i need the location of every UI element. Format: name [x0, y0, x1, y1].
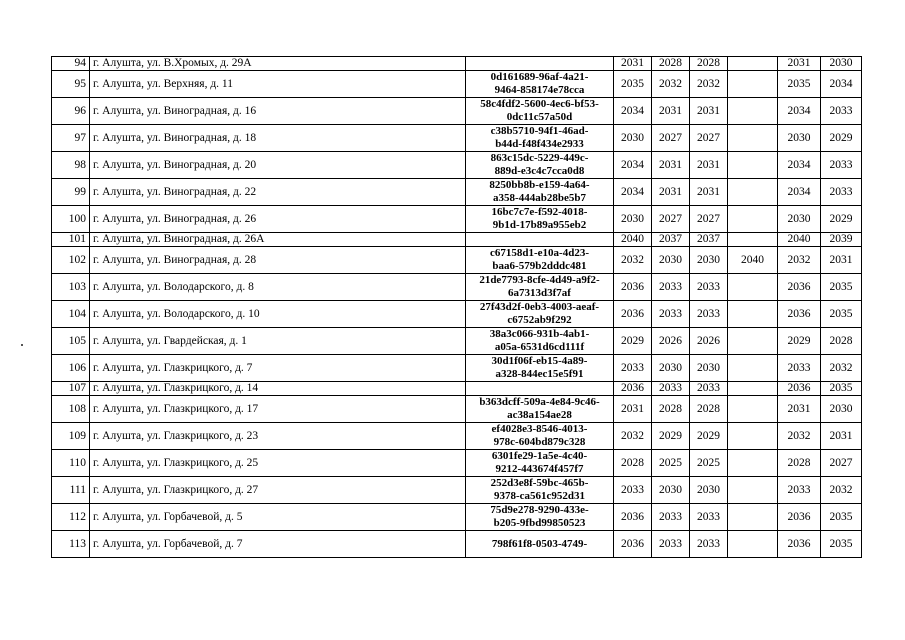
table-row: [52, 206, 862, 233]
address-cell: г. Алушта, ул. Гвардейская, д. 1: [90, 328, 466, 355]
year-cell-5: 2032: [778, 247, 821, 274]
year-cell-2: 2027: [652, 206, 690, 233]
year-cell-3: 2028: [690, 57, 728, 71]
fias-code-line-1: 21de7793-8cfe-4d49-a9f2-: [479, 274, 600, 286]
address-cell: г. Алушта, ул. Виноградная, д. 26: [90, 206, 466, 233]
year-cell-3: 2033: [690, 301, 728, 328]
year-cell-5: 2033: [778, 355, 821, 382]
fias-code-line-1: 798f61f8-0503-4749-: [491, 537, 588, 550]
year-cell-1: 2036: [614, 301, 652, 328]
row-number: 96: [52, 98, 90, 125]
year-cell-1: 2033: [614, 477, 652, 504]
table-row: [52, 396, 862, 423]
year-cell-1: 2035: [614, 71, 652, 98]
fias-code-line-1: 27f43d2f-0eb3-4003-aeaf-: [479, 301, 600, 313]
fias-code-cell: [466, 57, 614, 71]
fias-code-line-1: 58c4fdf2-5600-4ec6-bf53-: [480, 98, 599, 110]
table-row: [52, 274, 862, 301]
year-cell-4: [728, 328, 778, 355]
year-cell-1: 2034: [614, 152, 652, 179]
row-number: 102: [52, 247, 90, 274]
year-cell-5: 2033: [778, 477, 821, 504]
year-cell-2: 2030: [652, 477, 690, 504]
year-cell-5: 2034: [778, 98, 821, 125]
address-cell: г. Алушта, ул. Глазкрицкого, д. 14: [90, 382, 466, 396]
fias-code-cell: [466, 274, 614, 301]
year-cell-6: 2031: [821, 247, 862, 274]
year-cell-5: 2031: [778, 57, 821, 71]
table-row: [52, 328, 862, 355]
year-cell-5: 2031: [778, 396, 821, 423]
year-cell-3: 2028: [690, 396, 728, 423]
year-cell-5: 2036: [778, 531, 821, 558]
scan-speck: [21, 344, 23, 346]
year-cell-6: 2035: [821, 382, 862, 396]
year-cell-3: 2031: [690, 152, 728, 179]
address-cell: г. Алушта, ул. Глазкрицкого, д. 17: [90, 396, 466, 423]
address-cell: г. Алушта, ул. Виноградная, д. 20: [90, 152, 466, 179]
year-cell-3: 2030: [690, 477, 728, 504]
row-number: 100: [52, 206, 90, 233]
fias-code-cell: [466, 179, 614, 206]
year-cell-6: 2027: [821, 450, 862, 477]
table-row: [52, 450, 862, 477]
address-cell: г. Алушта, ул. Володарского, д. 8: [90, 274, 466, 301]
year-cell-3: 2037: [690, 233, 728, 247]
fias-code-line-1: 75d9e278-9290-433e-: [490, 504, 589, 516]
fias-code-line-1: 6301fe29-1a5e-4c40-: [491, 450, 588, 462]
year-cell-6: 2029: [821, 125, 862, 152]
table-row: [52, 504, 862, 531]
fias-code-line-1: ef4028e3-8546-4013-: [491, 423, 588, 435]
row-number: 103: [52, 274, 90, 301]
year-cell-5: 2036: [778, 274, 821, 301]
fias-code-line-2: 0dc11c57a50d: [506, 111, 573, 123]
row-number: 107: [52, 382, 90, 396]
year-cell-6: 2039: [821, 233, 862, 247]
fias-code-line-2: a358-444ab28be5b7: [493, 192, 586, 204]
year-cell-3: 2027: [690, 206, 728, 233]
year-cell-1: 2040: [614, 233, 652, 247]
year-cell-2: 2033: [652, 301, 690, 328]
address-cell: г. Алушта, ул. Глазкрицкого, д. 7: [90, 355, 466, 382]
fias-code-line-2: 9378-ca561c952d31: [493, 490, 586, 502]
year-cell-6: 2035: [821, 531, 862, 558]
year-cell-4: [728, 274, 778, 301]
year-cell-5: 2029: [778, 328, 821, 355]
row-number: 106: [52, 355, 90, 382]
year-cell-1: 2031: [614, 57, 652, 71]
fias-code-cell: [466, 152, 614, 179]
year-cell-2: 2028: [652, 57, 690, 71]
year-cell-4: [728, 531, 778, 558]
year-cell-4: [728, 152, 778, 179]
year-cell-6: 2035: [821, 301, 862, 328]
year-cell-2: 2025: [652, 450, 690, 477]
row-number: 99: [52, 179, 90, 206]
fias-code-line-1: 252d3e8f-59bc-465b-: [490, 477, 589, 489]
table-row: [52, 179, 862, 206]
address-cell: г. Алушта, ул. Володарского, д. 10: [90, 301, 466, 328]
fias-code-cell: [466, 206, 614, 233]
year-cell-1: 2034: [614, 179, 652, 206]
row-number: 108: [52, 396, 90, 423]
address-cell: г. Алушта, ул. Виноградная, д. 22: [90, 179, 466, 206]
address-cell: г. Алушта, ул. Глазкрицкого, д. 23: [90, 423, 466, 450]
year-cell-6: 2028: [821, 328, 862, 355]
fias-code-line-2: 978c-604bd879c328: [493, 436, 586, 448]
year-cell-3: 2033: [690, 504, 728, 531]
year-cell-5: 2036: [778, 504, 821, 531]
year-cell-2: 2029: [652, 423, 690, 450]
address-cell: г. Алушта, ул. Виноградная, д. 28: [90, 247, 466, 274]
table-row: [52, 152, 862, 179]
address-cell: г. Алушта, ул. Виноградная, д. 26А: [90, 233, 466, 247]
fias-code-cell: [466, 396, 614, 423]
year-cell-4: [728, 233, 778, 247]
year-cell-3: 2025: [690, 450, 728, 477]
year-cell-2: 2030: [652, 247, 690, 274]
table-row: [52, 531, 862, 558]
fias-code-line-2: 9b1d-17b89a955eb2: [492, 219, 587, 231]
year-cell-4: [728, 382, 778, 396]
year-cell-3: 2027: [690, 125, 728, 152]
year-cell-6: 2035: [821, 504, 862, 531]
year-cell-6: 2029: [821, 206, 862, 233]
fias-code-line-2: 889d-e3c4c7cca0d8: [494, 165, 585, 177]
year-cell-5: 2028: [778, 450, 821, 477]
year-cell-5: 2035: [778, 71, 821, 98]
fias-code-line-2: baa6-579b2dddc481: [492, 260, 587, 272]
row-number: 105: [52, 328, 90, 355]
row-number: 112: [52, 504, 90, 531]
row-number: 95: [52, 71, 90, 98]
year-cell-1: 2032: [614, 423, 652, 450]
fias-code-cell: [466, 125, 614, 152]
year-cell-5: 2030: [778, 206, 821, 233]
year-cell-2: 2033: [652, 504, 690, 531]
year-cell-5: 2034: [778, 152, 821, 179]
year-cell-2: 2026: [652, 328, 690, 355]
fias-code-cell: [466, 504, 614, 531]
year-cell-5: 2034: [778, 179, 821, 206]
year-cell-5: 2040: [778, 233, 821, 247]
fias-code-cell: [466, 98, 614, 125]
fias-code-cell: [466, 450, 614, 477]
table-row: [52, 301, 862, 328]
address-cell: г. Алушта, ул. Горбачевой, д. 5: [90, 504, 466, 531]
row-number: 110: [52, 450, 90, 477]
year-cell-4: [728, 301, 778, 328]
fias-code-line-2: 9464-858174e78cca: [494, 84, 585, 96]
year-cell-2: 2033: [652, 274, 690, 301]
year-cell-3: 2030: [690, 355, 728, 382]
year-cell-3: 2031: [690, 179, 728, 206]
year-cell-4: [728, 179, 778, 206]
year-cell-6: 2034: [821, 71, 862, 98]
year-cell-1: 2036: [614, 382, 652, 396]
row-number: 98: [52, 152, 90, 179]
year-cell-6: 2033: [821, 179, 862, 206]
fias-code-line-1: 8250bb8b-e159-4a64-: [489, 179, 590, 191]
year-cell-1: 2036: [614, 531, 652, 558]
fias-code-line-1: 30d1f06f-eb15-4a89-: [491, 355, 588, 367]
row-number: 109: [52, 423, 90, 450]
table-row: [52, 247, 862, 274]
year-cell-3: 2026: [690, 328, 728, 355]
table-row: [52, 382, 862, 396]
fias-code-cell: [466, 71, 614, 98]
table-row: [52, 98, 862, 125]
fias-code-line-1: 863c15dc-5229-449c-: [490, 152, 589, 164]
year-cell-1: 2036: [614, 504, 652, 531]
year-cell-6: 2033: [821, 98, 862, 125]
year-cell-2: 2032: [652, 71, 690, 98]
year-cell-6: 2035: [821, 274, 862, 301]
fias-code-line-2: ac38a154ae28: [507, 409, 572, 421]
fias-code-line-1: 38a3c066-931b-4ab1-: [489, 328, 590, 340]
address-cell: г. Алушта, ул. Виноградная, д. 18: [90, 125, 466, 152]
year-cell-4: [728, 504, 778, 531]
year-cell-6: 2030: [821, 57, 862, 71]
year-cell-2: 2028: [652, 396, 690, 423]
fias-code-cell: [466, 423, 614, 450]
year-cell-4: [728, 355, 778, 382]
table-row: [52, 477, 862, 504]
year-cell-2: 2031: [652, 152, 690, 179]
fias-code-cell: [466, 531, 614, 558]
year-cell-6: 2032: [821, 355, 862, 382]
year-cell-5: 2036: [778, 382, 821, 396]
address-cell: г. Алушта, ул. Глазкрицкого, д. 25: [90, 450, 466, 477]
year-cell-3: 2033: [690, 531, 728, 558]
fias-code-line-1: c67158d1-e10a-4d23-: [490, 247, 589, 259]
year-cell-3: 2033: [690, 274, 728, 301]
year-cell-4: [728, 57, 778, 71]
fias-code-cell: [466, 247, 614, 274]
year-cell-4: [728, 423, 778, 450]
address-cell: г. Алушта, ул. Горбачевой, д. 7: [90, 531, 466, 558]
year-cell-5: 2036: [778, 301, 821, 328]
year-cell-1: 2028: [614, 450, 652, 477]
address-cell: г. Алушта, ул. Глазкрицкого, д. 27: [90, 477, 466, 504]
housing-registry-table: [51, 56, 862, 558]
year-cell-5: 2032: [778, 423, 821, 450]
fias-code-line-2: a05a-6531d6cd111f: [494, 341, 585, 353]
fias-code-cell: [466, 477, 614, 504]
year-cell-4: [728, 477, 778, 504]
year-cell-2: 2033: [652, 531, 690, 558]
fias-code-line-1: 0d161689-96af-4a21-: [490, 71, 589, 83]
year-cell-6: 2033: [821, 152, 862, 179]
year-cell-1: 2030: [614, 125, 652, 152]
fias-code-cell: [466, 355, 614, 382]
address-cell: г. Алушта, ул. Верхняя, д. 11: [90, 71, 466, 98]
fias-code-line-2: a328-844ec15e5f91: [495, 368, 584, 380]
fias-code-cell: [466, 328, 614, 355]
fias-code-line-2: c6752ab9f292: [507, 314, 572, 326]
year-cell-3: 2033: [690, 382, 728, 396]
row-number: 104: [52, 301, 90, 328]
year-cell-2: 2031: [652, 179, 690, 206]
table-row: [52, 57, 862, 71]
year-cell-1: 2030: [614, 206, 652, 233]
row-number: 94: [52, 57, 90, 71]
year-cell-6: 2031: [821, 423, 862, 450]
year-cell-1: 2033: [614, 355, 652, 382]
fias-code-line-1: c38b5710-94f1-46ad-: [490, 125, 589, 137]
row-number: 111: [52, 477, 90, 504]
year-cell-2: 2030: [652, 355, 690, 382]
year-cell-1: 2031: [614, 396, 652, 423]
fias-code-line-1: b363dcff-509a-4e84-9c46-: [479, 396, 600, 408]
year-cell-4: 2040: [728, 247, 778, 274]
year-cell-3: 2031: [690, 98, 728, 125]
year-cell-4: [728, 206, 778, 233]
table-row: [52, 71, 862, 98]
row-number: 113: [52, 531, 90, 558]
fias-code-cell: [466, 382, 614, 396]
table-row: [52, 233, 862, 247]
year-cell-2: 2037: [652, 233, 690, 247]
table-row: [52, 125, 862, 152]
year-cell-2: 2027: [652, 125, 690, 152]
year-cell-1: 2032: [614, 247, 652, 274]
fias-code-line-2: 9212-443674f457f7: [495, 463, 584, 475]
address-cell: г. Алушта, ул. В.Хромых, д. 29А: [90, 57, 466, 71]
year-cell-6: 2030: [821, 396, 862, 423]
table-row: [52, 355, 862, 382]
row-number: 97: [52, 125, 90, 152]
year-cell-1: 2029: [614, 328, 652, 355]
fias-code-line-2: 6a7313d3f7af: [508, 287, 571, 299]
year-cell-4: [728, 98, 778, 125]
year-cell-6: 2032: [821, 477, 862, 504]
year-cell-4: [728, 396, 778, 423]
fias-code-line-2: b44d-f48f434e2933: [495, 138, 584, 150]
fias-code-cell: [466, 301, 614, 328]
fias-code-line-1: 16bc7c7e-f592-4018-: [491, 206, 588, 218]
year-cell-4: [728, 450, 778, 477]
table-row: [52, 423, 862, 450]
year-cell-4: [728, 71, 778, 98]
year-cell-2: 2031: [652, 98, 690, 125]
year-cell-4: [728, 125, 778, 152]
year-cell-5: 2030: [778, 125, 821, 152]
fias-code-line-2: b205-9fbd99850523: [493, 517, 586, 529]
table-body: [52, 57, 862, 558]
year-cell-2: 2033: [652, 382, 690, 396]
year-cell-1: 2036: [614, 274, 652, 301]
year-cell-3: 2032: [690, 71, 728, 98]
year-cell-1: 2034: [614, 98, 652, 125]
year-cell-3: 2030: [690, 247, 728, 274]
year-cell-3: 2029: [690, 423, 728, 450]
fias-code-cell: [466, 233, 614, 247]
address-cell: г. Алушта, ул. Виноградная, д. 16: [90, 98, 466, 125]
row-number: 101: [52, 233, 90, 247]
